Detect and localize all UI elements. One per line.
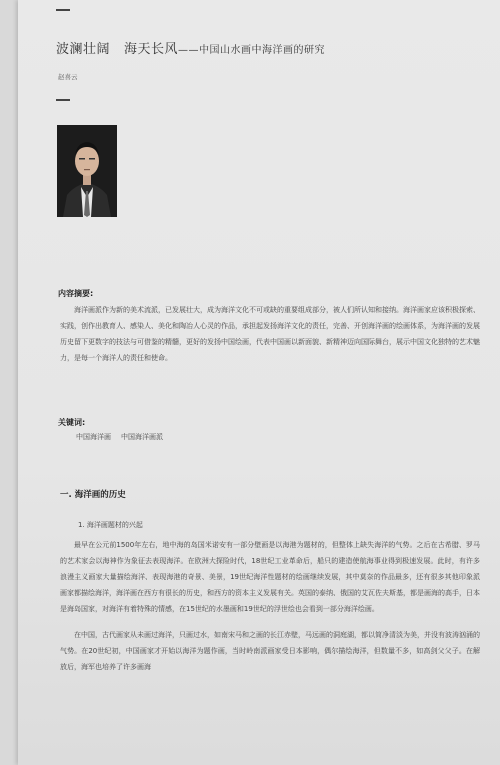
- keyword-item: 中国海洋画派: [121, 433, 163, 441]
- keyword-item: 中国海洋画: [76, 433, 111, 441]
- body-paragraph-1: [60, 537, 480, 617]
- document-page: [18, 0, 500, 765]
- section-heading: 一. 海洋画的历史: [60, 490, 126, 500]
- title-sub: 海天长风: [124, 42, 179, 57]
- title-subsub: ——中国山水画中海洋画的研究: [178, 45, 326, 56]
- paragraph-text: 最早在公元前1500年左右，地中海的岛国米诺安有一部分壁画是以海港为题材的，但整体上缺失海洋的气势。之后在古希腊、罗马的艺术家会以海神作为象征去表现海洋。在欧洲大探险时代，18世纪工业革命后，船只的建造使航海事业得到极速发展。此时，有许多浪漫主义画家大量描绘海洋、表现海港的奇景、美景，19世纪海洋性题材的绘画继续发展，其中莫奈的作品最多，还有很多其他印象派画家都描绘海洋，海洋画在西方有很长的历史，和西方的资本主义发展有关。英国的泰纳、俄国的艾瓦佐夫斯基，都是画海的高手，日本是海岛国家，对海洋有着特殊的情感，在15世纪的水墨画和19世纪的浮世绘也会看到一部分海洋绘画。: [60, 541, 480, 613]
- abstract-body: 海洋画派作为新的美术流派，已发展壮大，成为海洋文化不可或缺的重要组成部分，被人们所认知和接纳。海洋画家应该积极探索、实践，创作出教育人、感染人、美化和陶冶人心灵的作品，承担起发扬海洋文化的责任，完善、开创海洋画的绘画体系，为海洋画的发展历史留下更数字的技法与可借鉴的精髓，更好的发扬中国绘画，代表中国画以新面貌、新精神迈向国际舞台，展示中国文化独特的艺术魅力，是每一个海洋人的责任和使命。: [60, 306, 480, 362]
- portrait-image: [57, 125, 117, 217]
- title-main: 波澜壮阔: [56, 42, 111, 57]
- keywords-heading: 关键词:: [58, 418, 86, 427]
- abstract-text: [60, 302, 480, 366]
- abstract-heading: 内容摘要:: [58, 289, 94, 298]
- author-name: 赵喜云: [58, 73, 78, 81]
- article-title: [56, 38, 325, 57]
- keywords-list: [76, 432, 163, 442]
- author-rule: [56, 99, 70, 101]
- header-rule-top: [56, 9, 70, 11]
- subsection-heading: 1. 海洋画题材的兴起: [78, 521, 143, 529]
- author-photo: [57, 125, 117, 217]
- paragraph-text: 在中国，古代画家从未画过海洋，只画过水，如南宋马和之画的长江赤壁，马远画的洞庭湖，都以简净清淡为美，并没有波涛汹涌的气势。在20世纪初，中国画家才开始以海洋为题作画，当时岭南派画家受日本影响，偶尔描绘海洋，但数量不多，如高剑父父子。在解放后，海军也培养了许多画海: [60, 631, 480, 671]
- body-paragraph-2: [60, 627, 480, 675]
